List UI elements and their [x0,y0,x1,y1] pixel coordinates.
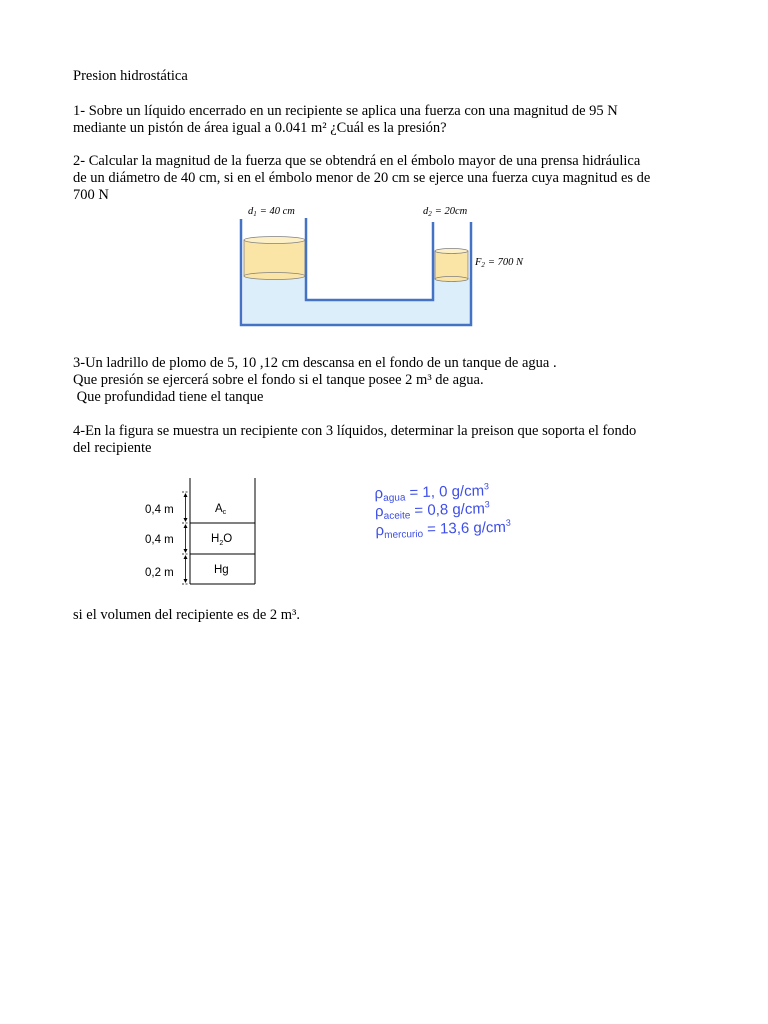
layer-label-mercury: Hg [214,564,229,576]
density-water: $\rho_{agua} = 1$, 0 $g/cm^3$ [374,481,490,505]
problem-4-line-2: del recipiente [73,440,152,456]
problem-3-line-2: Que presión se ejercerá sobre el fondo si el tanque posee 2 m³ de agua. [73,372,484,388]
depth-label-mercury: 0,2 m [145,567,174,579]
problem-2-line-3: 700 N [73,187,109,203]
d1-label: d1 = 40 cm [248,206,295,218]
layer-label-oil: Ac [215,503,227,516]
problem-1-line-2: mediante un pistón de área igual a 0.041 m² ¿Cuál es la presión? [73,120,447,136]
depth-label-water: 0,4 m [145,534,174,546]
problem-2-line-2: de un diámetro de 40 cm, si en el émbolo menor de 20 cm se ejerce una fuerza cuya magnitud es de [73,170,651,186]
problem-3-line-3: Que profundidad tiene el tanque [73,389,264,405]
d2-label: d2 = 20cm [423,206,468,218]
problem-1-line-1: 1- Sobre un líquido encerrado en un recipiente se aplica una fuerza con una magnitud de 95 N [73,103,618,119]
depth-label-oil: 0,4 m [145,504,174,516]
problem-2-line-1: 2- Calcular la magnitud de la fuerza que se obtendrá en el émbolo mayor de una prensa hidráulica [73,153,641,169]
depth-dimensions [182,492,189,584]
density-list [374,481,511,542]
layer-label-water: $H_2O$ [211,533,233,547]
problem-4-line-1: 4-En la figura se muestra un recipiente con 3 líquidos, determinar la preison que soporta el fondo [73,423,637,439]
page-title: Presion hidrostática [73,68,188,84]
density-mercury: $\rho_{mercurio} = 13,6$ $g/cm^3$ [375,517,511,541]
f2-label: F2 = 700 N [475,257,524,269]
problem-4-volume-note: si el volumen del recipiente es de 2 m³. [73,607,301,623]
density-oil: $\rho_{aceite} = 0,8$ $g/cm^3$ [374,499,490,522]
problem-3-line-1: 3-Un ladrillo de plomo de 5, 10 ,12 cm descansa en el fondo de un tanque de agua . [73,355,557,371]
